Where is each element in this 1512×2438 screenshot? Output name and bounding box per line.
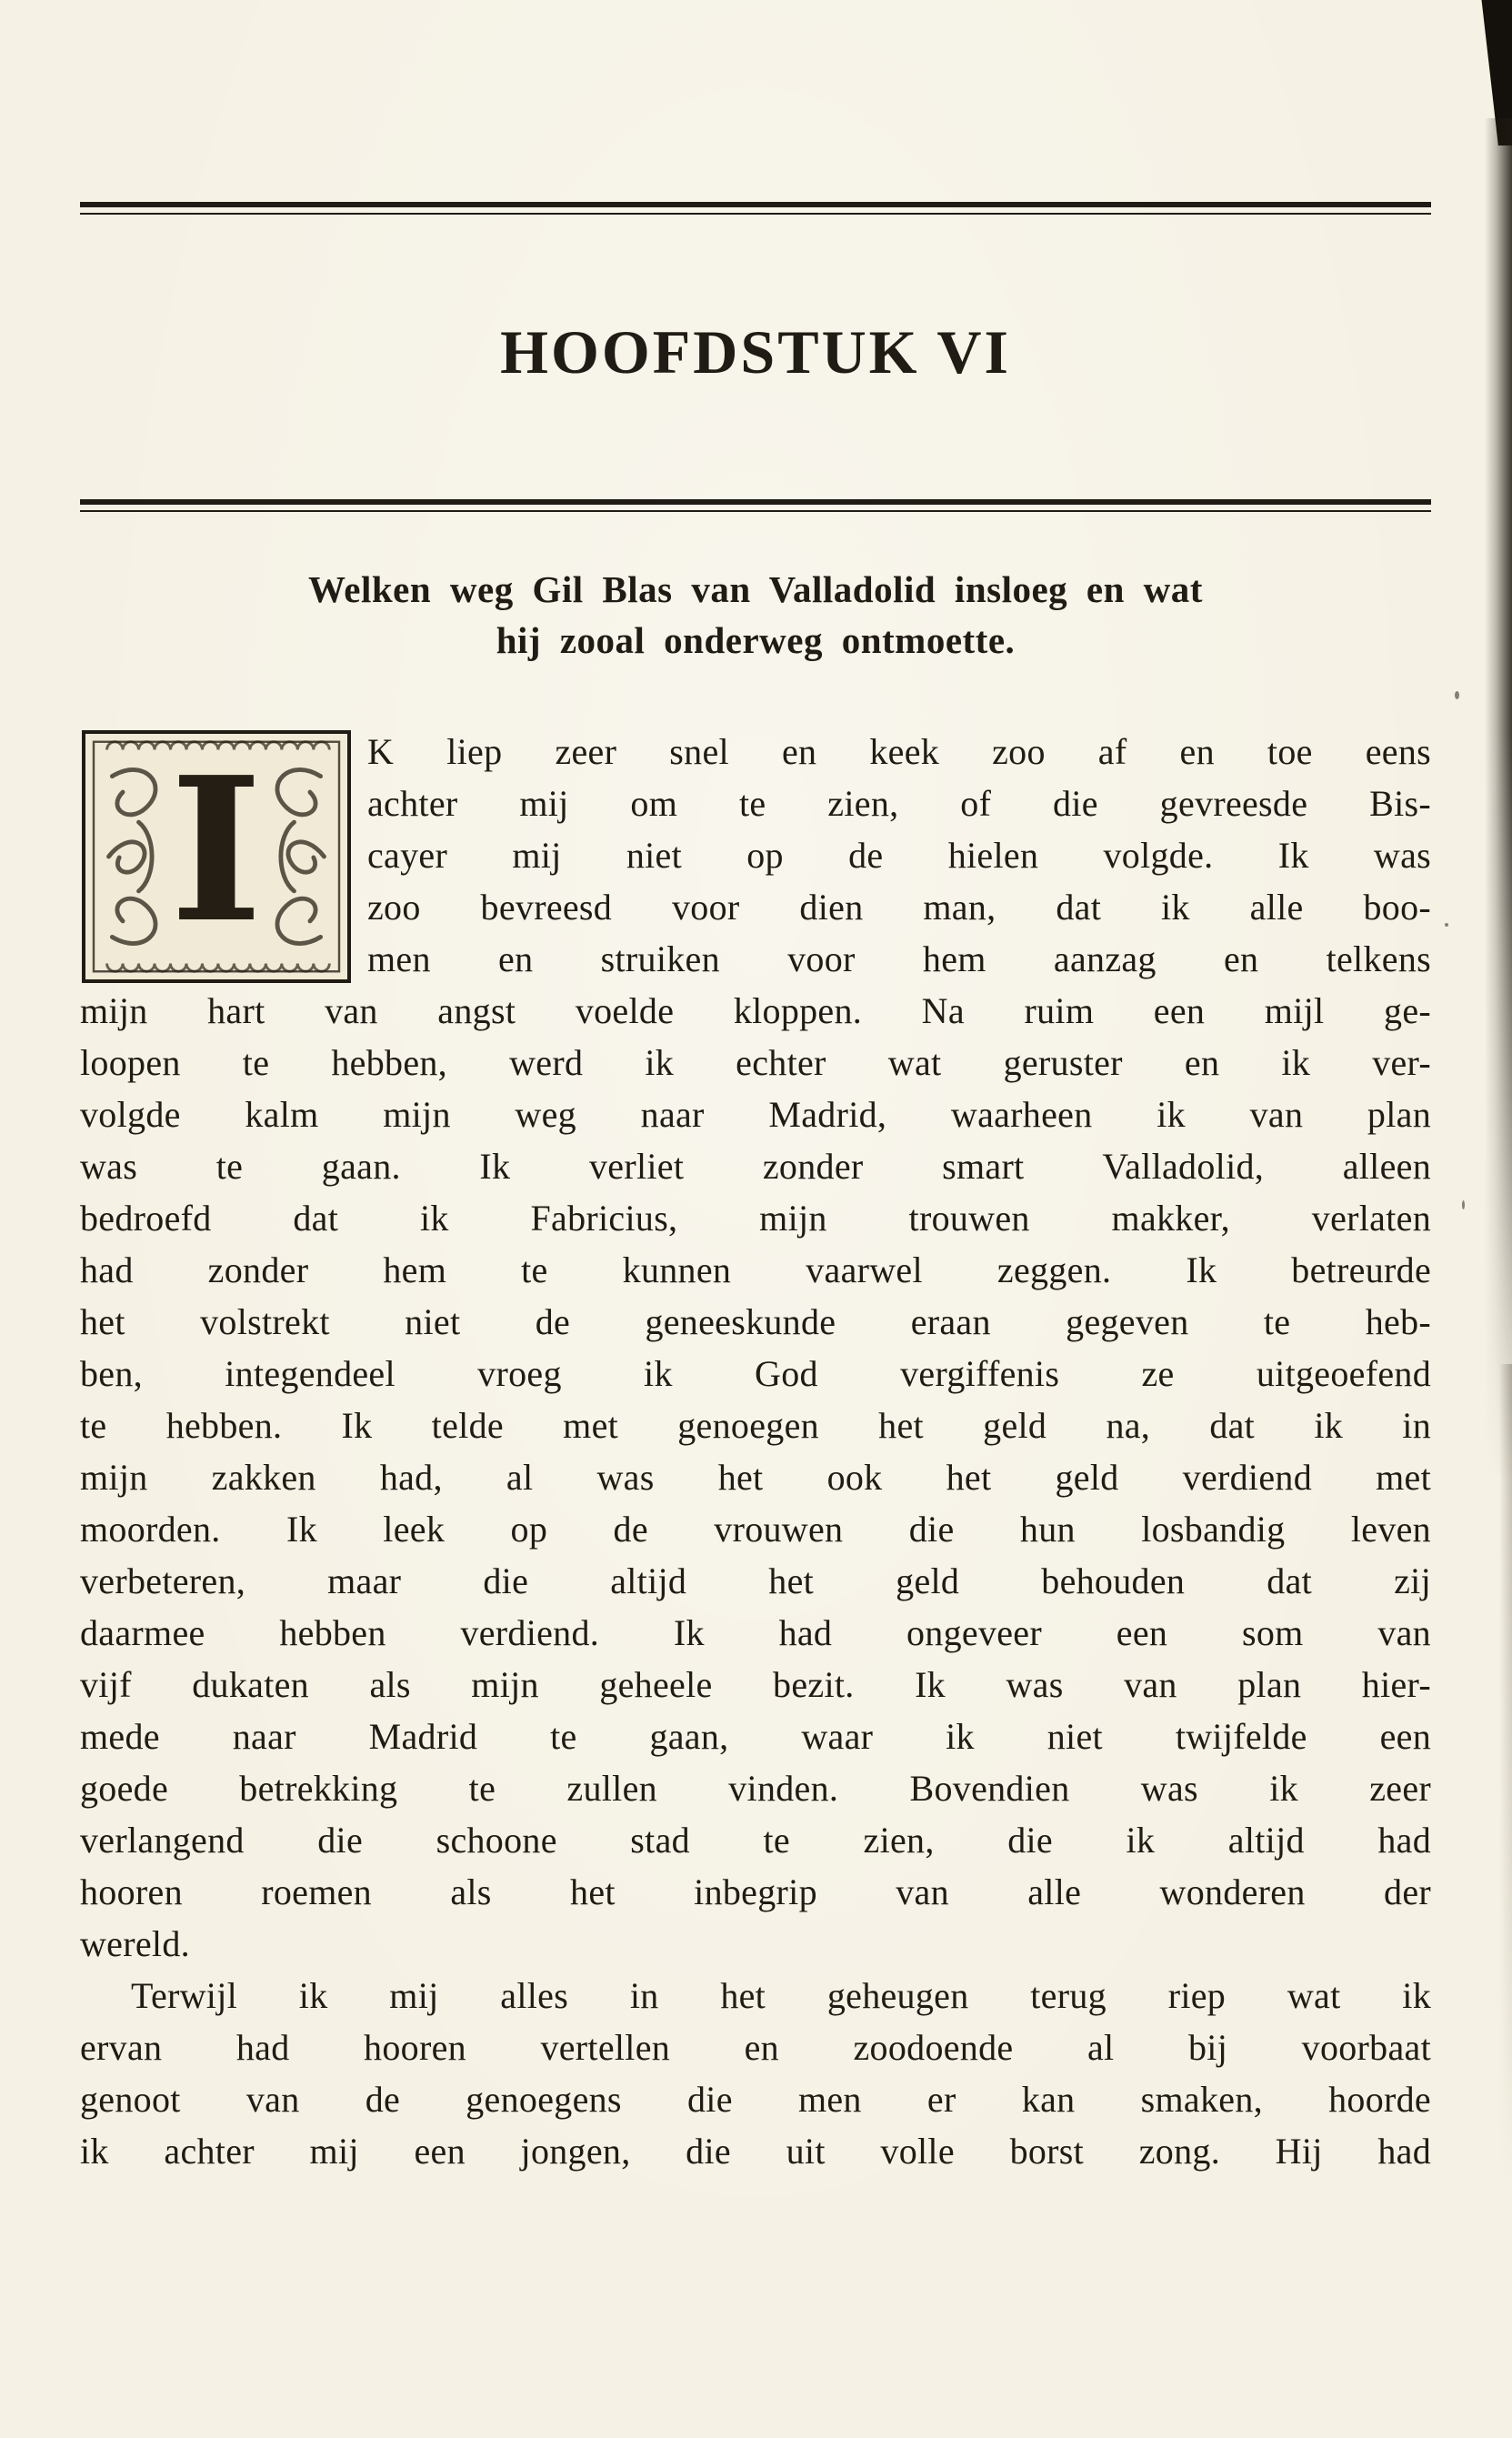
body-line: wereld. bbox=[80, 1923, 190, 1964]
drop-cap-letter: I bbox=[169, 734, 264, 967]
body-line: achter mij om te zien, of die gevreesde Bis- bbox=[367, 783, 1431, 824]
body-line: men en struiken voor hem aanzag en telkens bbox=[367, 938, 1431, 979]
body-line: ervan had hooren vertellen en zoodoende al bij voorbaat bbox=[80, 2027, 1431, 2068]
body-line: mijn hart van angst voelde kloppen. Na ruim een mijl ge- bbox=[80, 990, 1431, 1031]
body-line: ben, integendeel vroeg ik God vergiffenis ze uitgeoefend bbox=[80, 1353, 1431, 1394]
top-double-rule bbox=[80, 202, 1431, 215]
body-line: had zonder hem te kunnen vaarwel zeggen. Ik betreurde bbox=[80, 1249, 1431, 1290]
rule-thin-line bbox=[80, 213, 1431, 215]
scan-edge-shadow bbox=[1485, 118, 1512, 1482]
body-line: Terwijl ik mij alles in het geheugen terug riep wat ik bbox=[131, 1975, 1431, 2016]
scan-speck bbox=[1455, 691, 1459, 699]
scan-edge-shadow-faint bbox=[1499, 1364, 1512, 2182]
body-line: genoot van de genoegens die men er kan smaken, hoorde bbox=[80, 2079, 1431, 2120]
title-double-rule bbox=[80, 499, 1431, 512]
body-text bbox=[80, 726, 1431, 2177]
body-line: goede betrekking te zullen vinden. Bovendien was ik zeer bbox=[80, 1768, 1431, 1809]
rule-thick-line bbox=[80, 499, 1431, 505]
scan-speck bbox=[1445, 923, 1448, 927]
body-line: ik achter mij een jongen, die uit volle borst zong. Hij had bbox=[80, 2131, 1431, 2172]
body-line: cayer mij niet op de hielen volgde. Ik was bbox=[367, 835, 1431, 876]
subtitle-line-1: Welken weg Gil Blas van Valladolid insloeg en wat bbox=[308, 568, 1203, 610]
body-line: verlangend die schoone stad te zien, die ik altijd had bbox=[80, 1820, 1431, 1861]
body-line: moorden. Ik leek op de vrouwen die hun losbandig leven bbox=[80, 1509, 1431, 1550]
chapter-subtitle bbox=[80, 564, 1431, 666]
rule-thick-line bbox=[80, 202, 1431, 207]
body-line: volgde kalm mijn weg naar Madrid, waarheen ik van plan bbox=[80, 1094, 1431, 1135]
chapter-title: HOOFDSTUK VI bbox=[500, 317, 1011, 386]
body-line: daarmee hebben verdiend. Ik had ongeveer een som van bbox=[80, 1612, 1431, 1653]
body-line: het volstrekt niet de geneeskunde eraan gegeven te heb- bbox=[80, 1301, 1431, 1342]
drop-cap bbox=[82, 730, 351, 983]
body-line: hooren roemen als het inbegrip van alle wonderen der bbox=[80, 1871, 1431, 1912]
body-line: zoo bevreesd voor dien man, dat ik alle boo- bbox=[367, 887, 1431, 928]
rule-thin-line bbox=[80, 510, 1431, 512]
body-line: te hebben. Ik telde met genoegen het geld na, dat ik in bbox=[80, 1405, 1431, 1446]
scan-speck bbox=[1462, 1200, 1465, 1209]
body-line: was te gaan. Ik verliet zonder smart Valladolid, alleen bbox=[80, 1146, 1431, 1187]
body-line: vijf dukaten als mijn geheele bezit. Ik was van plan hier- bbox=[80, 1664, 1431, 1705]
body-line: verbeteren, maar die altijd het geld behouden dat zij bbox=[80, 1560, 1431, 1601]
body-line: mijn zakken had, al was het ook het geld verdiend met bbox=[80, 1457, 1431, 1498]
body-line: bedroefd dat ik Fabricius, mijn trouwen makker, verlaten bbox=[80, 1198, 1431, 1239]
subtitle-line-2: hij zooal onderweg ontmoette. bbox=[496, 619, 1016, 661]
body-line: K liep zeer snel en keek zoo af en toe eens bbox=[367, 731, 1431, 772]
body-line: loopen te hebben, werd ik echter wat geruster en ik ver- bbox=[80, 1042, 1431, 1083]
body-line: mede naar Madrid te gaan, waar ik niet twijfelde een bbox=[80, 1716, 1431, 1757]
